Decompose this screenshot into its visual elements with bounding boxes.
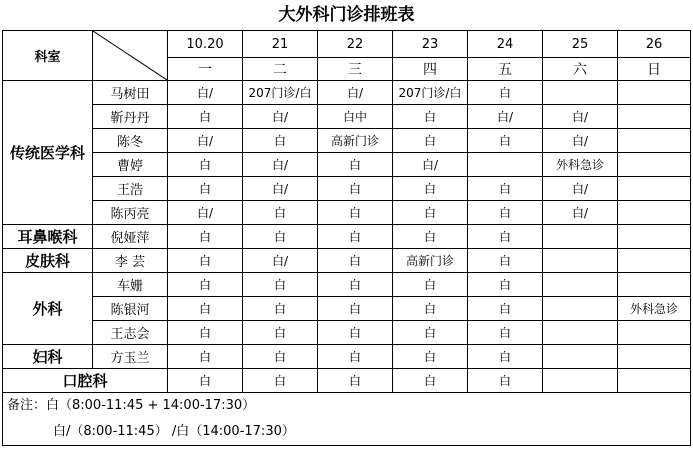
schedule-cell: 白 <box>393 369 468 393</box>
schedule-cell: 白 <box>318 345 393 369</box>
schedule-cell: 白 <box>318 273 393 297</box>
table-row <box>3 177 691 201</box>
doctor-name: 李 芸 <box>93 249 168 273</box>
schedule-cell: 白 <box>168 345 243 369</box>
date-header: 21 <box>243 31 318 58</box>
dept-cell: 皮肤科 <box>3 249 93 273</box>
schedule-cell: 白 <box>168 177 243 201</box>
schedule-cell <box>618 273 691 297</box>
schedule-cell <box>543 321 618 345</box>
table-row <box>3 273 691 297</box>
date-header: 22 <box>318 31 393 58</box>
schedule-cell <box>618 129 691 153</box>
schedule-cell: 白 <box>168 297 243 321</box>
schedule-cell: 白/ <box>168 81 243 105</box>
table-row <box>3 153 691 177</box>
weekday-header: 二 <box>243 58 318 81</box>
doctor-name: 陈银河 <box>93 297 168 321</box>
schedule-cell: 白/ <box>243 105 318 129</box>
dept-cell: 传统医学科 <box>3 81 93 225</box>
schedule-cell: 白 <box>168 321 243 345</box>
table-row <box>3 297 691 321</box>
schedule-cell <box>543 249 618 273</box>
table-row <box>3 201 691 225</box>
schedule-cell: 白/ <box>393 153 468 177</box>
schedule-cell: 外科急诊 <box>618 297 691 321</box>
diagonal-line <box>93 31 167 80</box>
date-header: 26 <box>618 31 691 58</box>
dept-cell: 耳鼻喉科 <box>3 225 93 249</box>
schedule-cell: 高新门诊 <box>318 129 393 153</box>
schedule-cell: 白 <box>243 321 318 345</box>
weekday-header: 五 <box>468 58 543 81</box>
date-header: 23 <box>393 31 468 58</box>
schedule-cell: 白/ <box>543 201 618 225</box>
schedule-cell: 白 <box>393 273 468 297</box>
schedule-cell: 白 <box>393 321 468 345</box>
schedule-cell: 白 <box>468 177 543 201</box>
weekday-header: 六 <box>543 58 618 81</box>
schedule-cell: 白 <box>468 81 543 105</box>
schedule-cell: 白 <box>393 225 468 249</box>
schedule-cell: 高新门诊 <box>393 249 468 273</box>
schedule-cell: 白中 <box>318 105 393 129</box>
schedule-cell: 白 <box>243 345 318 369</box>
table-row <box>3 105 691 129</box>
schedule-cell <box>618 153 691 177</box>
dept-cell: 外科 <box>3 273 93 345</box>
doctor-name: 王浩 <box>93 177 168 201</box>
schedule-cell: 白/ <box>543 177 618 201</box>
schedule-cell: 白 <box>318 321 393 345</box>
doctor-name: 陈冬 <box>93 129 168 153</box>
schedule-cell: 白 <box>468 129 543 153</box>
schedule-cell <box>543 81 618 105</box>
remarks-cell <box>3 393 691 446</box>
schedule-cell: 白/ <box>543 129 618 153</box>
schedule-cell: 白 <box>168 249 243 273</box>
schedule-cell: 白/ <box>243 177 318 201</box>
doctor-name: 方玉兰 <box>93 345 168 369</box>
schedule-cell: 白 <box>318 297 393 321</box>
table-row <box>3 369 691 393</box>
date-header: 24 <box>468 31 543 58</box>
doctor-name: 车姗 <box>93 273 168 297</box>
doctor-name: 陈丙亮 <box>93 201 168 225</box>
doctor-name: 曹婷 <box>93 153 168 177</box>
table-row <box>3 129 691 153</box>
table-row <box>3 345 691 369</box>
schedule-cell: 白 <box>243 369 318 393</box>
diagonal-header-cell <box>93 31 168 81</box>
schedule-cell <box>543 225 618 249</box>
schedule-cell <box>618 177 691 201</box>
schedule-cell: 白 <box>393 129 468 153</box>
schedule-cell <box>618 201 691 225</box>
schedule-cell: 白/ <box>243 249 318 273</box>
schedule-cell: 白 <box>168 369 243 393</box>
dept-cell: 妇科 <box>3 345 93 369</box>
schedule-cell: 白 <box>393 345 468 369</box>
date-header: 25 <box>543 31 618 58</box>
table-row <box>3 225 691 249</box>
weekday-header: 四 <box>393 58 468 81</box>
schedule-cell: 白 <box>243 273 318 297</box>
schedule-cell: 外科急诊 <box>543 153 618 177</box>
schedule-cell <box>618 249 691 273</box>
schedule-cell: 白 <box>243 225 318 249</box>
dept-cell: 口腔科 <box>3 369 168 393</box>
schedule-cell <box>468 153 543 177</box>
schedule-cell: 白 <box>168 225 243 249</box>
schedule-cell: 白 <box>468 369 543 393</box>
doctor-name: 马树田 <box>93 81 168 105</box>
schedule-cell: 白 <box>393 105 468 129</box>
date-header: 10.20 <box>168 31 243 58</box>
schedule-cell: 白 <box>468 201 543 225</box>
page-title: 大外科门诊排班表 <box>278 5 415 25</box>
schedule-cell <box>618 81 691 105</box>
schedule-cell: 207门诊/白 <box>393 81 468 105</box>
schedule-cell: 白 <box>168 273 243 297</box>
doctor-name: 靳丹丹 <box>93 105 168 129</box>
schedule-cell <box>543 369 618 393</box>
schedule-cell: 白 <box>318 249 393 273</box>
schedule-cell: 白 <box>468 225 543 249</box>
remarks-line-1: 备注：白（8:00-11:45 + 14:00-17:30） <box>7 398 256 413</box>
schedule-cell <box>618 345 691 369</box>
schedule-cell <box>618 369 691 393</box>
weekday-header: 一 <box>168 58 243 81</box>
schedule-cell <box>543 273 618 297</box>
dept-header: 科室 <box>3 31 93 81</box>
schedule-cell <box>618 321 691 345</box>
schedule-cell: 白 <box>318 177 393 201</box>
schedule-cell: 白 <box>393 177 468 201</box>
schedule-cell: 白 <box>468 273 543 297</box>
schedule-table <box>2 30 691 446</box>
schedule-cell <box>543 297 618 321</box>
schedule-cell: 白 <box>168 153 243 177</box>
schedule-cell: 白 <box>243 297 318 321</box>
schedule-cell: 白 <box>468 345 543 369</box>
schedule-cell: 白/ <box>543 105 618 129</box>
weekday-header: 三 <box>318 58 393 81</box>
schedule-cell: 白/ <box>243 153 318 177</box>
schedule-cell <box>543 345 618 369</box>
schedule-cell <box>618 225 691 249</box>
schedule-cell: 白 <box>243 201 318 225</box>
schedule-cell: 白 <box>243 129 318 153</box>
schedule-cell: 白/ <box>468 105 543 129</box>
schedule-cell: 白 <box>468 249 543 273</box>
weekday-header: 日 <box>618 58 691 81</box>
schedule-cell: 白/ <box>168 129 243 153</box>
table-row <box>3 249 691 273</box>
schedule-cell: 白 <box>318 201 393 225</box>
schedule-cell: 白/ <box>318 81 393 105</box>
doctor-name: 王志会 <box>93 321 168 345</box>
schedule-cell: 白 <box>318 153 393 177</box>
schedule-cell: 白 <box>318 225 393 249</box>
schedule-cell <box>618 105 691 129</box>
table-row <box>3 321 691 345</box>
table-row <box>3 81 691 105</box>
schedule-cell: 白 <box>393 201 468 225</box>
remarks-line-2: 白/（8:00-11:45） /白（14:00-17:30） <box>53 424 295 439</box>
schedule-cell: 白 <box>318 369 393 393</box>
schedule-cell: 白 <box>168 105 243 129</box>
schedule-cell: 白 <box>393 297 468 321</box>
schedule-cell: 白/ <box>168 201 243 225</box>
schedule-cell: 白 <box>468 297 543 321</box>
schedule-cell: 白 <box>468 321 543 345</box>
schedule-cell: 207门诊/白 <box>243 81 318 105</box>
doctor-name: 倪娅萍 <box>93 225 168 249</box>
